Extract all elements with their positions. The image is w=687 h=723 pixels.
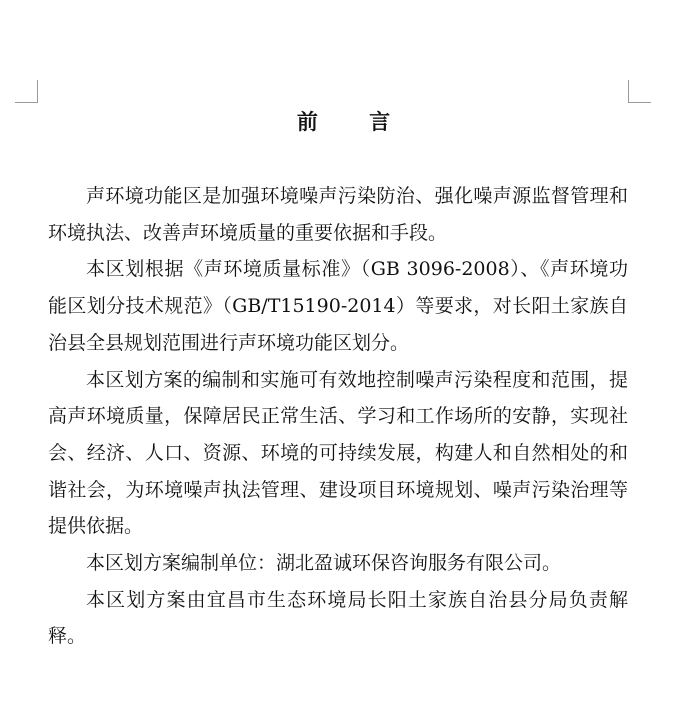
page-margin-corner-top-right [628, 80, 651, 103]
paragraph-basis: 本区划根据《声环境质量标准》（GB 3096-2008）、《声环境功能区划分技术规范》（GB/T15190-2014）等要求，对长阳土家族自治县全县规划范围进行声环境功能区划分。 [48, 258, 628, 354]
document-body [48, 178, 628, 655]
page-margin-corner-top-left [15, 80, 38, 103]
paragraph-compiler: 本区划方案编制单位：湖北盈诚环保咨询服务有限公司。 [86, 552, 562, 575]
paragraph-significance: 本区划方案的编制和实施可有效地控制噪声污染程度和范围，提高声环境质量，保障居民正常生活、学习和工作场所的安静，实现社会、经济、人口、资源、环境的可持续发展，构建人和自然相处的和谐社会，为环境噪声执法管理、建设项目环境规划、噪声污染治理等提供依据。 [48, 368, 628, 538]
paragraph-interpretation: 本区划方案由宜昌市生态环境局长阳土家族自治县分局负责解释。 [48, 588, 628, 648]
paragraph-purpose: 声环境功能区是加强环境噪声污染防治、强化噪声源监督管理和环境执法、改善声环境质量的重要依据和手段。 [48, 185, 628, 244]
page-title: 前 言 [296, 109, 413, 134]
